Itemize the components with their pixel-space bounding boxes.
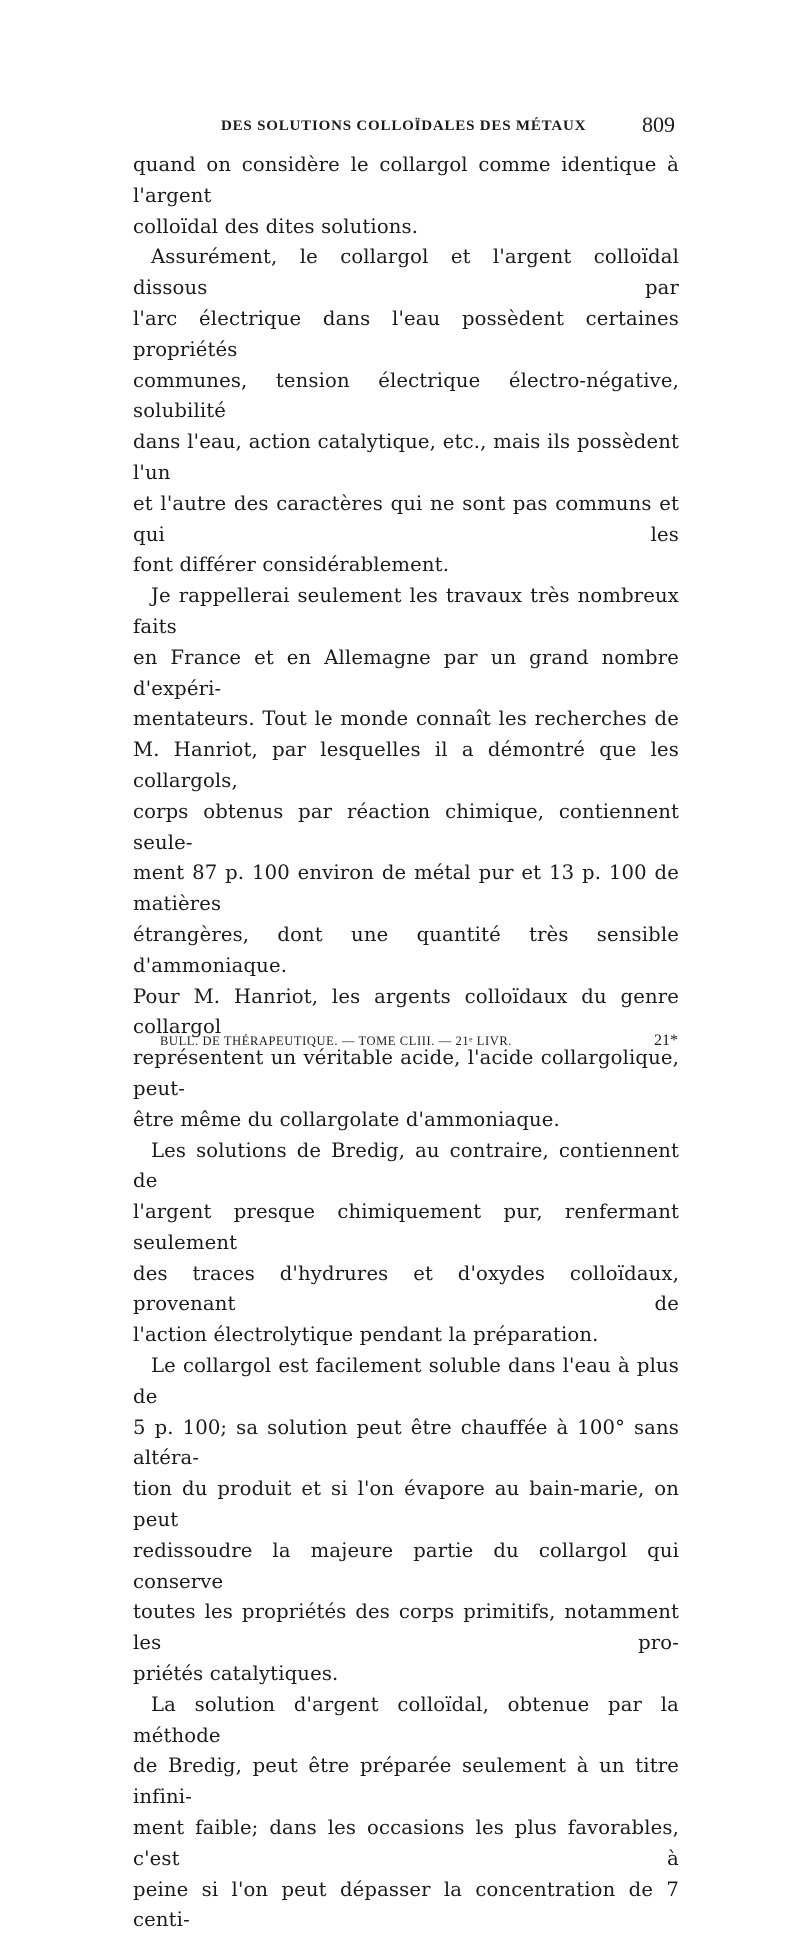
footer-journal-line: BULL. DE THÉRAPEUTIQUE. — TOME CLIII. — 21ᵉ LIVR. (160, 1034, 513, 1048)
text-line: étrangères, dont une quantité très sensible d'ammoniaque. (133, 922, 679, 977)
text-line: des traces d'hydrures et d'oxydes colloïdaux, provenant de (133, 1261, 679, 1316)
text-line: l'argent presque chimiquement pur, renfermant seulement (133, 1200, 679, 1254)
text-line: Les solutions de Bredig, au contraire, contiennent de (133, 1138, 679, 1193)
text-line: ment 87 p. 100 environ de métal pur et 13 p. 100 de matières (133, 861, 679, 916)
text-line: 5 p. 100; sa solution peut être chauffée à 100° sans altéra- (133, 1415, 679, 1470)
text-line: colloïdal des dites solutions. (133, 214, 419, 238)
paragraph (133, 1351, 679, 1690)
text-line: communes, tension électrique électro-négative, solubilité (133, 368, 679, 423)
text-line: Le collargol est facilement soluble dans l'eau à plus de (133, 1354, 679, 1408)
text-line: M. Hanriot, par lesquelles il a démontré que les collargols, (133, 738, 679, 792)
text-line: La solution d'argent colloïdal, obtenue par la méthode (133, 1692, 679, 1747)
text-line: mentateurs. Tout le monde connaît les recherches de (133, 707, 679, 731)
text-line: tion du produit et si l'on évapore au bain-marie, on peut (133, 1477, 679, 1532)
footer (160, 1034, 680, 1056)
paragraph (133, 1690, 679, 1936)
text-line: font différer considérablement. (133, 553, 450, 577)
page-number: 809 (642, 112, 675, 137)
text-line: et l'autre des caractères qui ne sont pas communs et qui les (133, 491, 679, 546)
text-line: Pour M. Hanriot, les argents colloïdaux du genre collargol (133, 984, 679, 1039)
signature-mark: 21* (654, 1032, 678, 1049)
text-line: toutes les propriétés des corps primitifs, notamment les pro- (133, 1600, 679, 1655)
text-line: représentent un véritable acide, l'acide collargolique, peut- (133, 1046, 679, 1100)
text-line: Assurément, le collargol et l'argent colloïdal dissous par (133, 245, 679, 300)
paragraph (133, 150, 679, 242)
text-line: peine si l'on peut dépasser la concentration de 7 centi- (133, 1877, 679, 1932)
text-line: être même du collargolate d'ammoniaque. (133, 1107, 560, 1131)
text-line: de Bredig, peut être préparée seulement à un titre infini- (133, 1754, 679, 1809)
running-head (133, 112, 679, 142)
paragraph (133, 242, 679, 581)
text-line: corps obtenus par réaction chimique, contiennent seule- (133, 799, 679, 854)
paragraph (133, 1136, 679, 1352)
text-line: priétés catalytiques. (133, 1662, 339, 1686)
text-line: l'action électrolytique pendant la préparation. (133, 1323, 599, 1347)
text-line: Je rappellerai seulement les travaux très nombreux faits (133, 584, 679, 638)
text-line: en France et en Allemagne par un grand nombre d'expéri- (133, 645, 679, 700)
text-line: quand on considère le collargol comme identique à l'argent (133, 153, 679, 207)
text-line: l'arc électrique dans l'eau possèdent certaines propriétés (133, 306, 679, 361)
running-title: DES SOLUTIONS COLLOÏDALES DES MÉTAUX (221, 118, 587, 134)
text-line: ment faible; dans les occasions les plus favorables, c'est à (133, 1816, 679, 1870)
text-line: redissoudre la majeure partie du collargol qui conserve (133, 1538, 679, 1593)
text-line: dans l'eau, action catalytique, etc., mais ils possèdent l'un (133, 430, 679, 484)
